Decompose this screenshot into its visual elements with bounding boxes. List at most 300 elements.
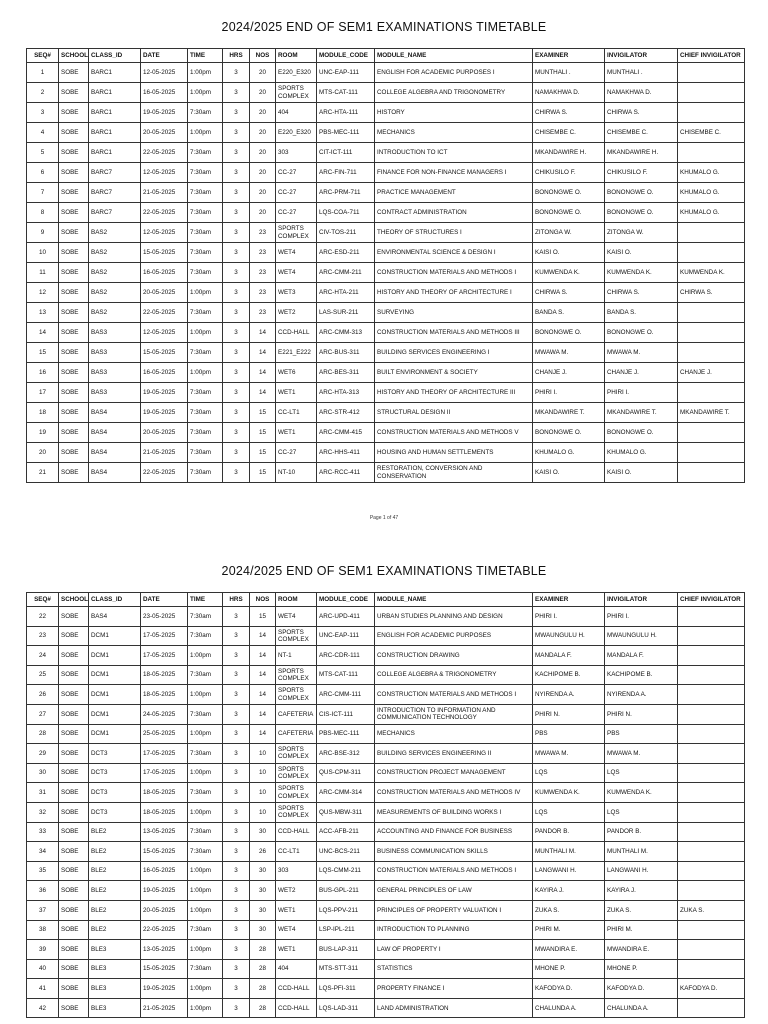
timetable-page-2 [0,548,768,1024]
cell-invigilator: KUMWENDA K. [605,783,678,803]
cell-date: 22-05-2025 [141,463,188,483]
cell-module-code: LAS-SUR-211 [317,303,375,323]
cell-invigilator: BONONGWE O. [605,323,678,343]
cell-room: WET4 [276,263,317,283]
cell-module-name: ACCOUNTING AND FINANCE FOR BUSINESS [375,822,533,842]
cell-seq: 37 [27,900,59,920]
cell-nos: 28 [250,998,276,1018]
cell-class-id: BLE3 [89,998,141,1018]
cell-chief-invigilator [678,83,745,103]
cell-school: SOBE [59,685,89,705]
cell-room: 404 [276,959,317,979]
cell-class-id: BAS4 [89,423,141,443]
cell-nos: 28 [250,979,276,999]
cell-chief-invigilator: KAFODYA D. [678,979,745,999]
cell-nos: 14 [250,685,276,705]
cell-invigilator: PBS [605,724,678,744]
cell-hrs: 3 [223,203,250,223]
cell-nos: 14 [250,383,276,403]
cell-invigilator: CHALUNDA A. [605,998,678,1018]
cell-invigilator: BONONGWE O. [605,423,678,443]
cell-invigilator: MKANDAWIRE H. [605,143,678,163]
cell-time: 1:00pm [188,979,223,999]
cell-room: WET2 [276,881,317,901]
cell-nos: 26 [250,842,276,862]
cell-seq: 3 [27,103,59,123]
table-row [27,665,745,685]
cell-time: 1:00pm [188,861,223,881]
cell-date: 17-05-2025 [141,763,188,783]
cell-hrs: 3 [223,163,250,183]
cell-module-code: ARC-BUS-311 [317,343,375,363]
col-header-date: DATE [141,49,188,63]
cell-nos: 20 [250,163,276,183]
cell-chief-invigilator [678,463,745,483]
cell-class-id: BAS2 [89,303,141,323]
cell-class-id: BLE2 [89,861,141,881]
col-header-examiner: EXAMINER [533,593,605,607]
cell-room: CC-LT1 [276,842,317,862]
cell-date: 18-05-2025 [141,783,188,803]
table-row [27,223,745,243]
table-row [27,383,745,403]
cell-school: SOBE [59,463,89,483]
cell-room: WET1 [276,940,317,960]
cell-examiner: MWAUNGULU H. [533,626,605,646]
cell-room: E221_E222 [276,343,317,363]
cell-module-code: ARC-HTA-111 [317,103,375,123]
cell-room: NT-10 [276,463,317,483]
table-row [27,203,745,223]
cell-class-id: BLE2 [89,900,141,920]
cell-date: 16-05-2025 [141,861,188,881]
cell-examiner: CHIRWA S. [533,283,605,303]
table-row [27,783,745,803]
cell-room: CCD-HALL [276,822,317,842]
cell-invigilator: CHIKUSILO F. [605,163,678,183]
cell-module-name: FINANCE FOR NON-FINANCE MANAGERS I [375,163,533,183]
cell-module-name: BUILDING SERVICES ENGINEERING II [375,744,533,764]
cell-module-name: CONSTRUCTION MATERIALS AND METHODS IV [375,783,533,803]
cell-date: 17-05-2025 [141,626,188,646]
cell-chief-invigilator [678,103,745,123]
cell-class-id: BLE2 [89,842,141,862]
table-row [27,303,745,323]
cell-module-code: CIT-ICT-111 [317,143,375,163]
cell-nos: 23 [250,263,276,283]
cell-module-code: ARC-ESD-211 [317,243,375,263]
cell-date: 18-05-2025 [141,802,188,822]
cell-time: 1:00pm [188,283,223,303]
cell-module-code: ARC-CMM-314 [317,783,375,803]
cell-module-name: PROPERTY FINANCE I [375,979,533,999]
cell-nos: 23 [250,223,276,243]
table-row [27,920,745,940]
cell-examiner: BANDA S. [533,303,605,323]
table-row [27,802,745,822]
cell-examiner: MWANDIRA E. [533,940,605,960]
cell-chief-invigilator [678,940,745,960]
cell-invigilator: PHIRI N. [605,704,678,724]
cell-class-id: BAS4 [89,403,141,423]
cell-time: 7:30am [188,103,223,123]
table-row [27,423,745,443]
cell-hrs: 3 [223,403,250,423]
cell-seq: 6 [27,163,59,183]
cell-module-name: COLLEGE ALGEBRA & TRIGONOMETRY [375,665,533,685]
cell-module-code: UNC-BCS-211 [317,842,375,862]
cell-examiner: LANGWANI H. [533,861,605,881]
cell-class-id: BAS3 [89,383,141,403]
cell-chief-invigilator [678,343,745,363]
cell-examiner: MKANDAWIRE T. [533,403,605,423]
cell-invigilator: LQS [605,802,678,822]
cell-school: SOBE [59,607,89,627]
cell-class-id: BAS2 [89,223,141,243]
cell-seq: 17 [27,383,59,403]
cell-school: SOBE [59,323,89,343]
table-row [27,763,745,783]
cell-date: 23-05-2025 [141,607,188,627]
cell-module-code: MTS-CAT-111 [317,665,375,685]
cell-time: 7:30am [188,463,223,483]
cell-seq: 29 [27,744,59,764]
cell-seq: 27 [27,704,59,724]
cell-chief-invigilator [678,443,745,463]
page-title: 2024/2025 END OF SEM1 EXAMINATIONS TIMETABLE [221,564,547,578]
cell-class-id: BARC7 [89,163,141,183]
cell-hrs: 3 [223,123,250,143]
cell-module-code: BUS-GPL-211 [317,881,375,901]
cell-module-code: ARC-CMM-211 [317,263,375,283]
cell-invigilator: MANDALA F. [605,646,678,666]
cell-school: SOBE [59,223,89,243]
col-header-module-code: MODULE_CODE [317,593,375,607]
cell-chief-invigilator [678,959,745,979]
cell-examiner: PHIRI I. [533,383,605,403]
cell-date: 24-05-2025 [141,704,188,724]
cell-module-name: CONSTRUCTION DRAWING [375,646,533,666]
table-row [27,998,745,1018]
cell-examiner: KAYIRA J. [533,881,605,901]
cell-hrs: 3 [223,263,250,283]
cell-module-name: PRINCIPLES OF PROPERTY VALUATION I [375,900,533,920]
table-row [27,403,745,423]
cell-hrs: 3 [223,979,250,999]
cell-module-code: CIS-ICT-111 [317,704,375,724]
timetable-table [26,592,745,1018]
cell-school: SOBE [59,403,89,423]
cell-seq: 38 [27,920,59,940]
cell-date: 16-05-2025 [141,363,188,383]
cell-examiner: PHIRI M. [533,920,605,940]
cell-module-code: ARC-BES-311 [317,363,375,383]
cell-hrs: 3 [223,423,250,443]
table-row [27,900,745,920]
cell-hrs: 3 [223,861,250,881]
cell-seq: 22 [27,607,59,627]
table-row [27,626,745,646]
cell-module-name: LAND ADMINISTRATION [375,998,533,1018]
cell-date: 17-05-2025 [141,646,188,666]
cell-room: WET2 [276,303,317,323]
cell-time: 7:30am [188,783,223,803]
cell-module-name: BUILDING SERVICES ENGINEERING I [375,343,533,363]
cell-room: CC-27 [276,163,317,183]
table-row [27,724,745,744]
cell-date: 19-05-2025 [141,403,188,423]
cell-time: 7:30am [188,223,223,243]
cell-room: SPORTS COMPLEX [276,83,317,103]
cell-chief-invigilator: KHUMALO G. [678,163,745,183]
cell-room: WET3 [276,283,317,303]
col-header-time: TIME [188,49,223,63]
cell-school: SOBE [59,383,89,403]
cell-room: CC-27 [276,443,317,463]
cell-school: SOBE [59,123,89,143]
cell-module-name: PRACTICE MANAGEMENT [375,183,533,203]
cell-class-id: BARC1 [89,143,141,163]
cell-time: 7:30am [188,920,223,940]
table-row [27,263,745,283]
cell-time: 7:30am [188,959,223,979]
cell-module-name: CONSTRUCTION MATERIALS AND METHODS III [375,323,533,343]
cell-class-id: DCM1 [89,665,141,685]
cell-room: CC-27 [276,203,317,223]
cell-class-id: BAS3 [89,323,141,343]
cell-school: SOBE [59,724,89,744]
cell-chief-invigilator [678,822,745,842]
cell-invigilator: KAISI O. [605,243,678,263]
cell-examiner: KUMWENDA K. [533,783,605,803]
cell-seq: 1 [27,63,59,83]
cell-examiner: CHIKUSILO F. [533,163,605,183]
cell-hrs: 3 [223,959,250,979]
timetable-table [26,48,745,483]
table-row [27,363,745,383]
cell-invigilator: PHIRI I. [605,607,678,627]
cell-invigilator: MUNTHALI . [605,63,678,83]
cell-seq: 24 [27,646,59,666]
cell-examiner: CHISEMBE C. [533,123,605,143]
cell-school: SOBE [59,263,89,283]
table-row [27,822,745,842]
cell-invigilator: BONONGWE O. [605,183,678,203]
cell-school: SOBE [59,283,89,303]
cell-hrs: 3 [223,940,250,960]
cell-module-name: URBAN STUDIES PLANNING AND DESIGN [375,607,533,627]
cell-invigilator: ZITONGA W. [605,223,678,243]
cell-hrs: 3 [223,83,250,103]
cell-time: 1:00pm [188,802,223,822]
cell-room: 404 [276,103,317,123]
table-row [27,959,745,979]
cell-chief-invigilator: MKANDAWIRE T. [678,403,745,423]
page-title: 2024/2025 END OF SEM1 EXAMINATIONS TIMETABLE [221,20,547,34]
cell-module-code: LQS-CMM-211 [317,861,375,881]
cell-chief-invigilator [678,383,745,403]
cell-chief-invigilator: ZUKA S. [678,900,745,920]
col-header-room: ROOM [276,593,317,607]
cell-chief-invigilator [678,802,745,822]
cell-module-code: QUS-MBW-311 [317,802,375,822]
cell-date: 19-05-2025 [141,103,188,123]
col-header-chief-invigilator: CHIEF INVIGILATOR [678,49,745,63]
cell-module-name: CONSTRUCTION MATERIALS AND METHODS I [375,861,533,881]
cell-module-name: STATISTICS [375,959,533,979]
cell-seq: 9 [27,223,59,243]
cell-school: SOBE [59,646,89,666]
cell-nos: 20 [250,143,276,163]
cell-school: SOBE [59,143,89,163]
cell-time: 7:30am [188,607,223,627]
cell-seq: 15 [27,343,59,363]
cell-chief-invigilator [678,303,745,323]
cell-date: 22-05-2025 [141,920,188,940]
cell-room: WET1 [276,900,317,920]
cell-room: SPORTS COMPLEX [276,665,317,685]
col-header-class-id: CLASS_ID [89,593,141,607]
table-row [27,83,745,103]
cell-hrs: 3 [223,744,250,764]
col-header-module-code: MODULE_CODE [317,49,375,63]
cell-examiner: CHANJE J. [533,363,605,383]
cell-room: NT-1 [276,646,317,666]
cell-seq: 13 [27,303,59,323]
cell-date: 12-05-2025 [141,223,188,243]
cell-nos: 10 [250,763,276,783]
cell-examiner: MUNTHALI . [533,63,605,83]
cell-date: 15-05-2025 [141,842,188,862]
cell-module-name: LAW OF PROPERTY I [375,940,533,960]
cell-module-name: HOUSING AND HUMAN SETTLEMENTS [375,443,533,463]
cell-hrs: 3 [223,383,250,403]
cell-hrs: 3 [223,443,250,463]
cell-class-id: BARC1 [89,103,141,123]
cell-hrs: 3 [223,900,250,920]
cell-time: 7:30am [188,423,223,443]
cell-nos: 30 [250,920,276,940]
col-header-nos: NOS [250,593,276,607]
cell-module-name: RESTORATION, CONVERSION AND CONSERVATION [375,463,533,483]
cell-hrs: 3 [223,881,250,901]
cell-room: 303 [276,143,317,163]
cell-date: 18-05-2025 [141,685,188,705]
cell-module-code: LQS-LAD-311 [317,998,375,1018]
cell-chief-invigilator [678,881,745,901]
table-row [27,940,745,960]
cell-module-code: QUS-CPM-311 [317,763,375,783]
table-row [27,163,745,183]
cell-class-id: BARC7 [89,203,141,223]
table-row [27,463,745,483]
cell-room: CCD-HALL [276,979,317,999]
cell-hrs: 3 [223,783,250,803]
cell-module-name: INTRODUCTION TO ICT [375,143,533,163]
cell-date: 15-05-2025 [141,243,188,263]
cell-examiner: ZITONGA W. [533,223,605,243]
cell-school: SOBE [59,842,89,862]
cell-module-code: ARC-HHS-411 [317,443,375,463]
cell-room: E220_E320 [276,123,317,143]
cell-class-id: BARC1 [89,123,141,143]
cell-nos: 15 [250,423,276,443]
table-row [27,63,745,83]
cell-invigilator: MHONE P. [605,959,678,979]
cell-school: SOBE [59,665,89,685]
cell-examiner: CHALUNDA A. [533,998,605,1018]
cell-class-id: BAS3 [89,363,141,383]
cell-date: 12-05-2025 [141,163,188,183]
cell-module-name: STRUCTURAL DESIGN II [375,403,533,423]
cell-hrs: 3 [223,665,250,685]
table-row [27,861,745,881]
cell-module-code: PBS-MEC-111 [317,123,375,143]
cell-seq: 10 [27,243,59,263]
cell-school: SOBE [59,959,89,979]
col-header-school: SCHOOL [59,593,89,607]
cell-time: 1:00pm [188,724,223,744]
cell-time: 7:30am [188,744,223,764]
cell-hrs: 3 [223,463,250,483]
cell-room: SPORTS COMPLEX [276,744,317,764]
cell-module-code: ARC-CMM-415 [317,423,375,443]
cell-room: CC-27 [276,183,317,203]
cell-module-code: ARC-CMM-111 [317,685,375,705]
cell-module-name: CONTRACT ADMINISTRATION [375,203,533,223]
cell-school: SOBE [59,103,89,123]
cell-module-name: HISTORY AND THEORY OF ARCHITECTURE I [375,283,533,303]
cell-class-id: BARC1 [89,83,141,103]
col-header-hrs: HRS [223,593,250,607]
cell-room: 303 [276,861,317,881]
cell-invigilator: KAFODYA D. [605,979,678,999]
cell-date: 12-05-2025 [141,63,188,83]
cell-time: 7:30am [188,183,223,203]
col-header-module-name: MODULE_NAME [375,593,533,607]
cell-date: 20-05-2025 [141,123,188,143]
cell-examiner: KAISI O. [533,243,605,263]
cell-module-name: ENGLISH FOR ACADEMIC PURPOSES [375,626,533,646]
cell-invigilator: KUMWENDA K. [605,263,678,283]
cell-time: 1:00pm [188,763,223,783]
cell-room: SPORTS COMPLEX [276,223,317,243]
cell-module-name: BUSINESS COMMUNICATION SKILLS [375,842,533,862]
cell-hrs: 3 [223,646,250,666]
cell-hrs: 3 [223,143,250,163]
table-row [27,979,745,999]
cell-time: 1:00pm [188,63,223,83]
cell-module-code: ARC-CDR-111 [317,646,375,666]
cell-chief-invigilator [678,223,745,243]
cell-time: 1:00pm [188,363,223,383]
cell-time: 1:00pm [188,685,223,705]
cell-school: SOBE [59,303,89,323]
cell-date: 17-05-2025 [141,744,188,764]
col-header-module-name: MODULE_NAME [375,49,533,63]
col-header-hrs: HRS [223,49,250,63]
cell-chief-invigilator [678,724,745,744]
cell-module-name: MECHANICS [375,123,533,143]
cell-room: CCD-HALL [276,323,317,343]
cell-time: 7:30am [188,163,223,183]
cell-hrs: 3 [223,243,250,263]
cell-chief-invigilator: KUMWENDA K. [678,263,745,283]
cell-invigilator: CHIRWA S. [605,103,678,123]
table-row [27,283,745,303]
cell-seq: 36 [27,881,59,901]
cell-invigilator: MWAUNGULU H. [605,626,678,646]
